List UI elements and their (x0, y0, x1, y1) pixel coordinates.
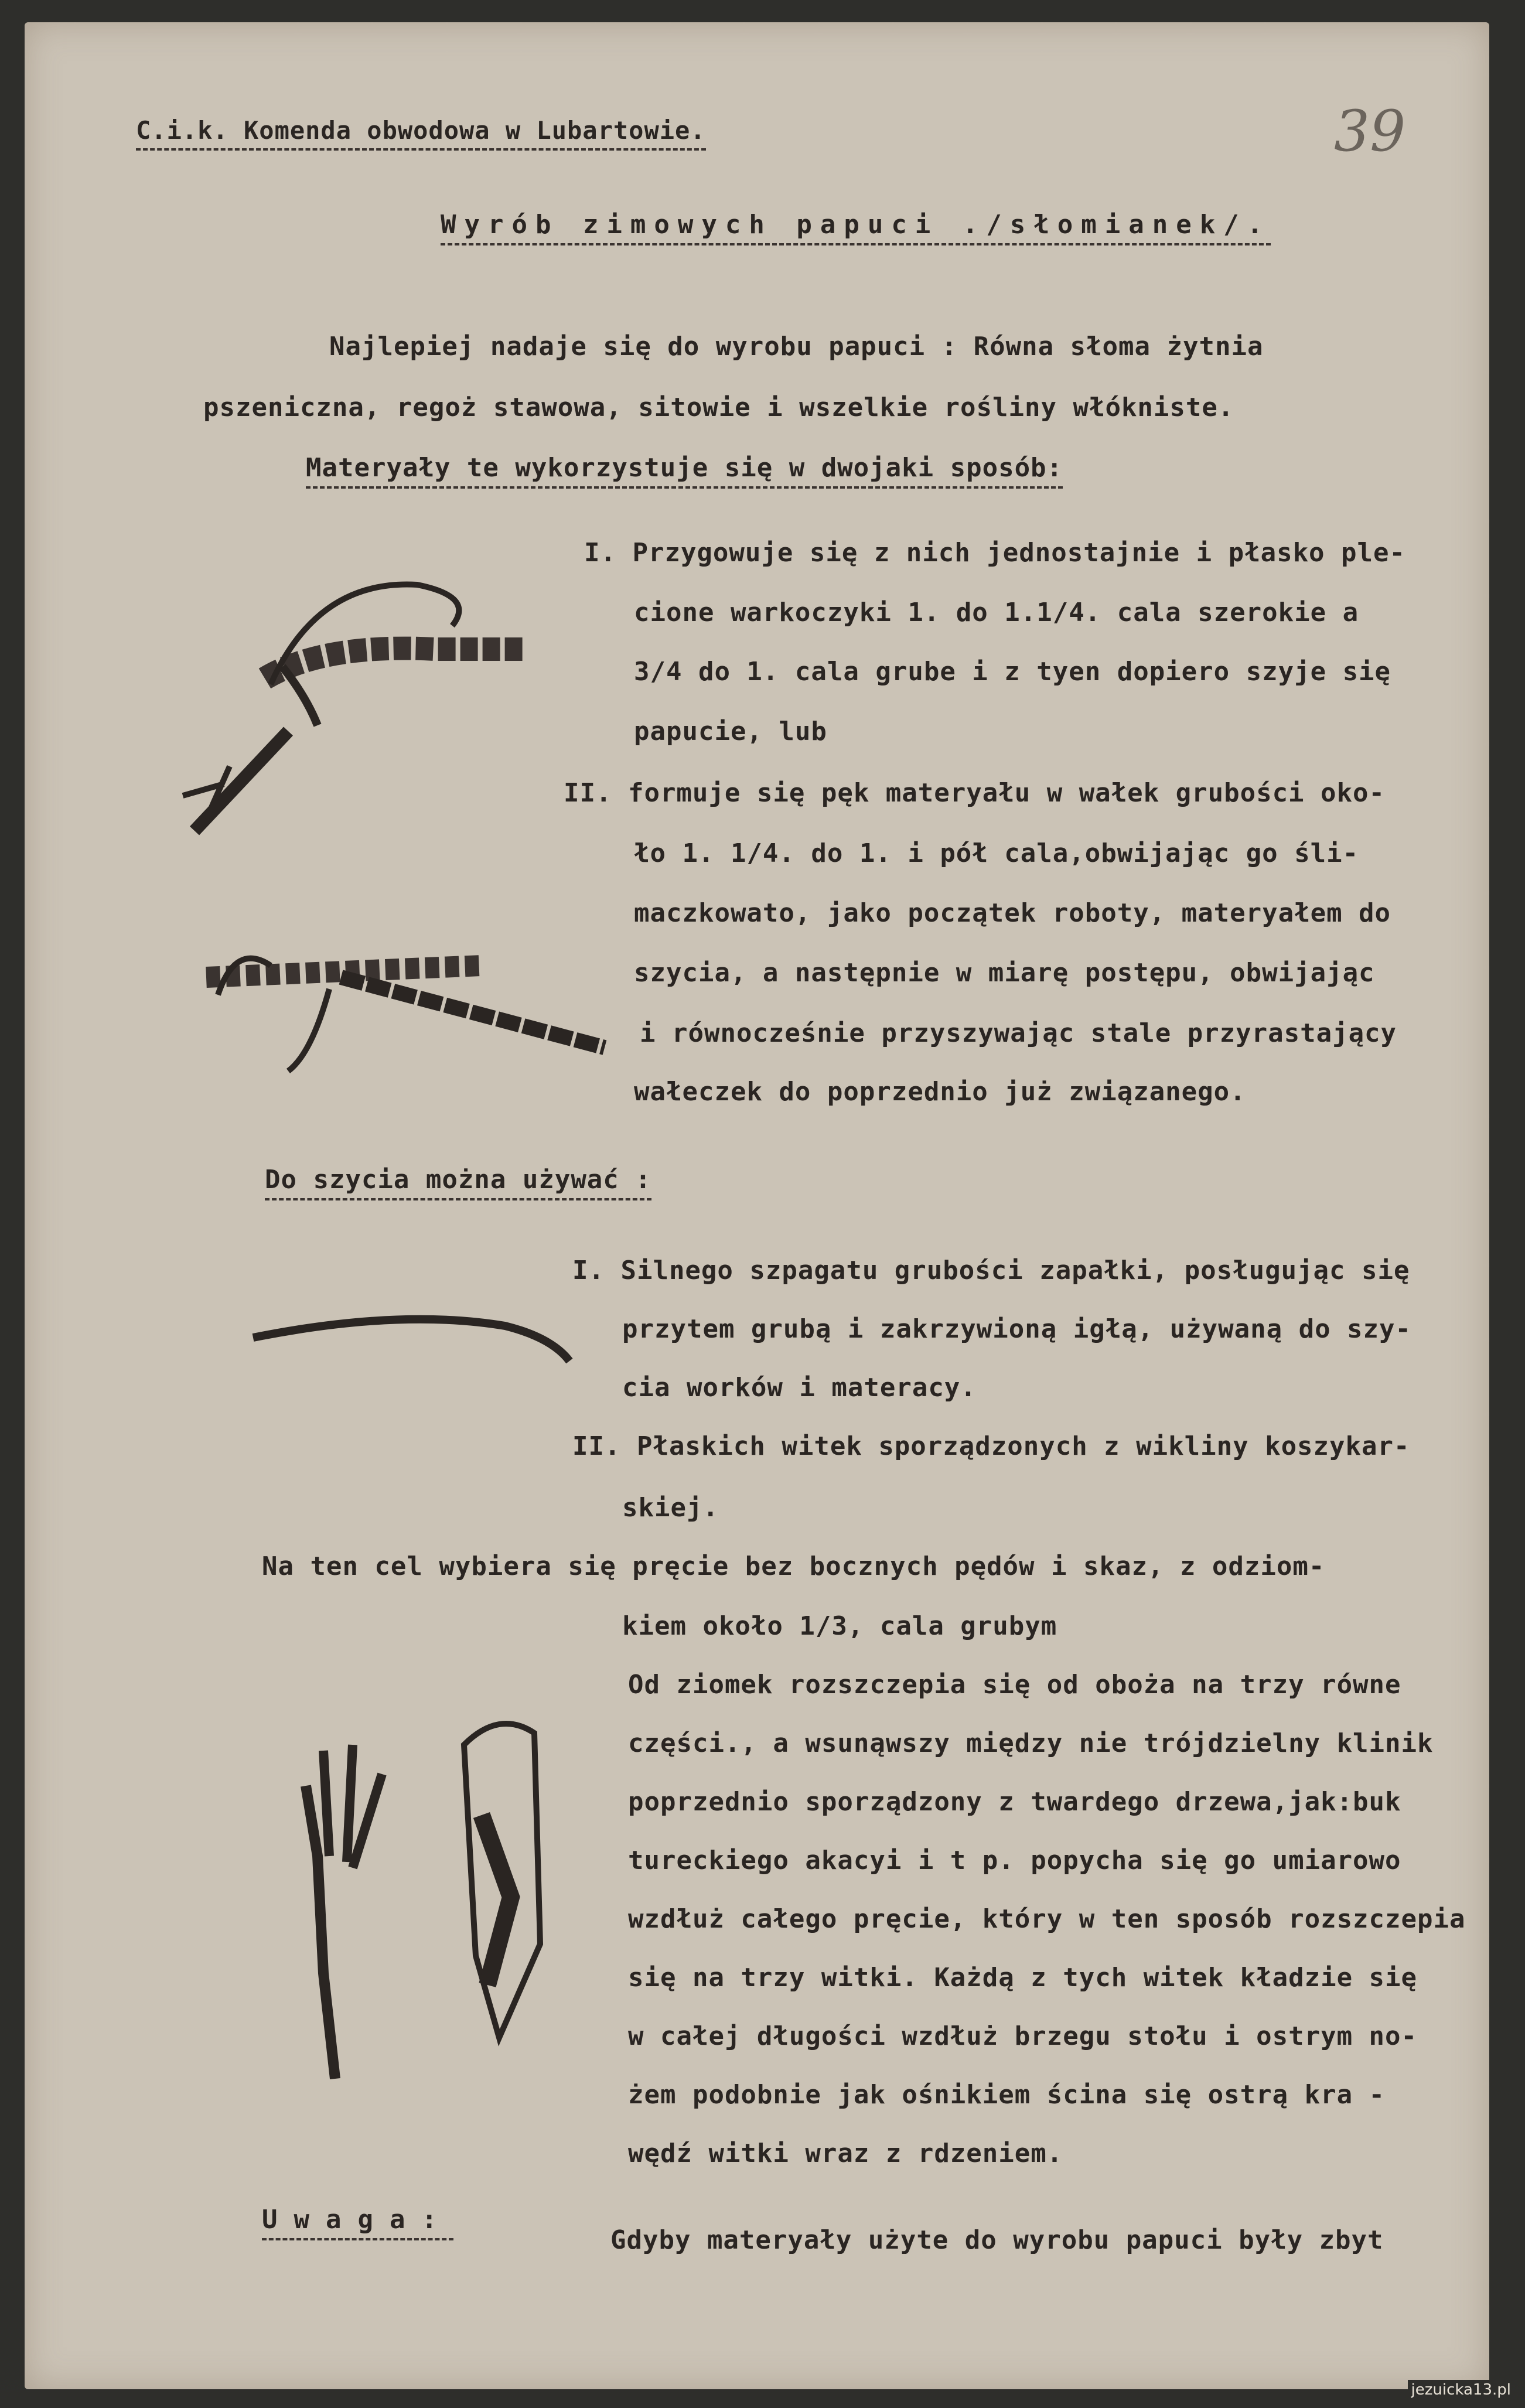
wedge-illustration (441, 1710, 558, 2038)
rods-line-8: się na trzy witki. Każdą z tych witek kładzie się (628, 1963, 1418, 1993)
document-title: Wyrób zimowych papuci ./słomianek/. (441, 210, 1271, 245)
method2-line-4: szycia, a następnie w miarę postępu, obwijając (634, 958, 1375, 988)
rods-line-2: kiem około 1/3, cala grubym (622, 1611, 1057, 1641)
watermark: jezuicka13.pl (1408, 2380, 1514, 2400)
sewing-i-line-1: I. Silnego szpagatu grubości zapałki, posługując się (572, 1256, 1410, 1285)
sewing-ii-line-1: II. Płaskich witek sporządzonych z wikliny koszykar- (572, 1431, 1410, 1461)
note-label: Uwaga: (262, 2205, 453, 2240)
method1-line-1: I. Przygowuje się z nich jednostajnie i płasko ple- (584, 538, 1406, 568)
note-text: Gdyby materyały użyte do wyrobu papuci były zbyt (610, 2225, 1384, 2255)
intro-line-2: pszeniczna, regoż stawowa, sitowie i wszelkie rośliny włókniste. (203, 393, 1234, 422)
rods-line-9: w całej długości wzdłuż brzegu stołu i ostrym no- (628, 2021, 1418, 2051)
header-unit: C.i.k. Komenda obwodowa w Lubartowie. (136, 116, 706, 151)
twine-illustration (253, 1297, 581, 1367)
split-rod-illustration (282, 1739, 394, 2079)
rods-line-5: poprzednio sporządzony z twardego drzewa,jak:buk (628, 1787, 1401, 1817)
rods-line-3: Od ziomek rozszczepia się od oboża na trzy równe (628, 1670, 1401, 1700)
coil-illustration (200, 907, 622, 1083)
method1-line-4: papucie, lub (634, 717, 827, 746)
intro-line-1: Najlepiej nadaje się do wyrobu papuci : Równa słoma żytnia (329, 332, 1264, 361)
sewing-i-line-3: cia worków i materacy. (622, 1373, 977, 1403)
sewing-i-line-2: przytem grubą i zakrzywioną igłą, używaną do szy- (622, 1314, 1412, 1344)
method2-line-5: i równocześnie przyszywając stale przyrastający (640, 1018, 1397, 1048)
rods-line-4: części., a wsunąwszy między nie trójdzielny klinik (628, 1728, 1434, 1758)
braid-illustration (171, 561, 605, 831)
method2-line-3: maczkowato, jako początek roboty, materyałem do (634, 898, 1391, 928)
page-number: 39 (1334, 98, 1406, 164)
rods-line-1: Na ten cel wybiera się pręcie bez bocznych pędów i skaz, z odziom- (262, 1551, 1325, 1581)
sewing-ii-line-2: skiej. (622, 1493, 719, 1523)
method2-line-6: wałeczek do poprzednio już związanego. (634, 1077, 1246, 1107)
rods-line-7: wzdłuż całego pręcie, który w ten sposób rozszczepia (628, 1904, 1466, 1934)
rods-line-11: wędź witki wraz z rdzeniem. (628, 2138, 1063, 2168)
method1-line-2: cione warkoczyki 1. do 1.1/4. cala szerokie a (634, 598, 1359, 627)
sewing-heading: Do szycia można używać : (265, 1165, 651, 1200)
method2-line-2: ło 1. 1/4. do 1. i pół cala,obwijając go śli- (634, 838, 1359, 868)
rods-line-10: żem podobnie jak ośnikiem ścina się ostrą kra - (628, 2080, 1386, 2110)
document-sheet (25, 22, 1489, 2389)
method1-line-3: 3/4 do 1. cala grube i z tyen dopiero szyje się (634, 657, 1391, 687)
intro-line-3: Materyały te wykorzystuje się w dwojaki sposób: (306, 453, 1063, 489)
rods-line-6: tureckiego akacyi i t p. popycha się go umiarowo (628, 1846, 1401, 1875)
method2-line-1: II. formuje się pęk materyału w wałek grubości oko- (564, 778, 1386, 808)
